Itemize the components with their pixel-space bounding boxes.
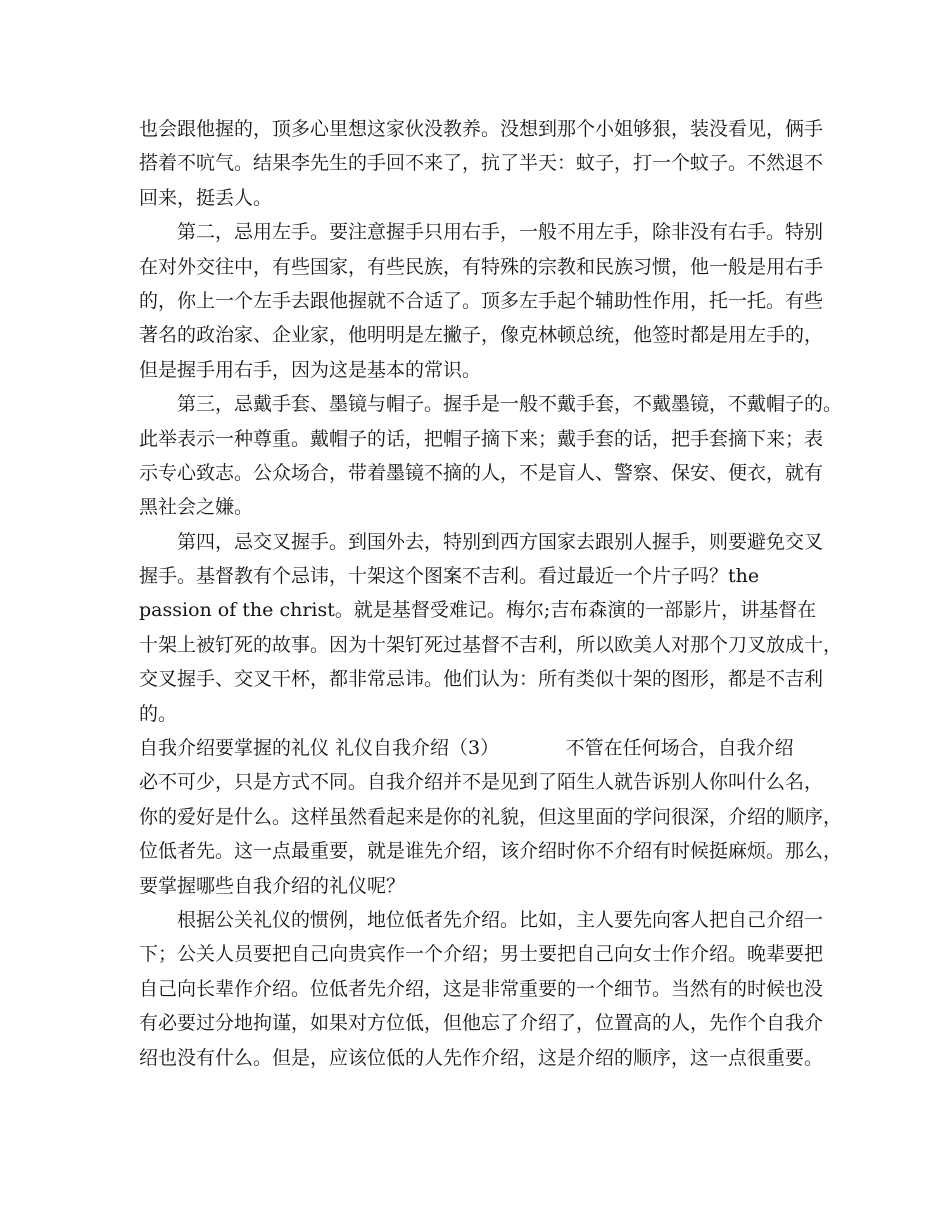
text-line: 十架上被钉死的故事。因为十架钉死过基督不吉利，所以欧美人对那个刀叉放成十，	[139, 633, 843, 656]
document-body-text	[139, 112, 843, 1075]
text-line: 也会跟他握的，顶多心里想这家伙没教养。没想到那个小姐够狠，装没看见，俩手	[139, 118, 824, 140]
text-line: 黑社会之嫌。	[139, 496, 254, 519]
text-line: 此举表示一种尊重。戴帽子的话，把帽子摘下来；戴手套的话，把手套摘下来；表	[139, 427, 824, 450]
text-line: 要掌握哪些自我介绍的礼仪呢？	[139, 874, 406, 897]
text-line: 示专心致志。公众场合，带着墨镜不摘的人，不是盲人、警察、保安、便衣，就有	[139, 461, 824, 484]
text-line: 自己向长辈作介绍。位低者先介绍，这是非常重要的一个细节。当然有的时候也没	[139, 977, 824, 1000]
text-line: 握手。基督教有个忌讳，十架这个图案不吉利。看过最近一个片子吗？the	[139, 565, 760, 588]
text-line: 根据公关礼仪的惯例，地位低者先介绍。比如，主人要先向客人把自己介绍一	[177, 908, 824, 931]
text-line: 的，你上一个左手去跟他握就不合适了。顶多左手起个辅助性作用，托一托。有些	[139, 289, 824, 312]
text-line: 你的爱好是什么。这样虽然看起来是你的礼貌，但这里面的学问很深，介绍的顺序，	[139, 805, 843, 828]
text-line: 绍也没有什么。但是，应该位低的人先作介绍，这是介绍的顺序，这一点很重要。	[139, 1046, 824, 1069]
text-line: 必不可少，只是方式不同。自我介绍并不是见到了陌生人就告诉别人你叫什么名，	[139, 771, 824, 794]
text-line: 交叉握手、交叉干杯，都非常忌讳。他们认为：所有类似十架的图形，都是不吉利	[139, 668, 824, 691]
text-line: 位低者先。这一点最重要，就是谁先介绍，该介绍时你不介绍有时候挺麻烦。那么，	[139, 840, 843, 863]
text-line: passion of the christ。就是基督受难记。梅尔;吉布森演的一部影片，讲基督在	[139, 599, 817, 622]
text-line: 下；公关人员要把自己向贵宾作一个介绍；男士要把自己向女士作介绍。晚辈要把	[139, 943, 824, 966]
text-line: 第三，忌戴手套、墨镜与帽子。握手是一般不戴手套，不戴墨镜，不戴帽子的。	[177, 393, 843, 416]
text-line: 著名的政治家、企业家，他明明是左撇子，像克林顿总统，他签时都是用左手的，	[139, 324, 824, 347]
text-line: 但是握手用右手，因为这是基本的常识。	[139, 358, 482, 381]
text-line: 回来，挺丢人。	[139, 186, 273, 209]
text-line: 的。	[139, 702, 178, 725]
text-line: 有必要过分地拘谨，如果对方位低，但他忘了介绍了，位置高的人，先作个自我介	[139, 1012, 824, 1035]
text-line: 第四，忌交叉握手。到国外去，特别到西方国家去跟别人握手，则要避免交叉	[177, 530, 824, 553]
text-line: 自我介绍要掌握的礼仪 礼仪自我介绍（3） 不管在任何场合，自我介绍	[139, 737, 794, 760]
text-line: 在对外交往中，有些国家，有些民族，有特殊的宗教和民族习惯，他一般是用右手	[139, 255, 824, 278]
text-line: 搭着不吭气。结果李先生的手回不来了，抗了半天：蚊子，打一个蚊子。不然退不	[139, 152, 824, 175]
text-line: 第二，忌用左手。要注意握手只用右手，一般不用左手，除非没有右手。特别	[177, 221, 824, 244]
